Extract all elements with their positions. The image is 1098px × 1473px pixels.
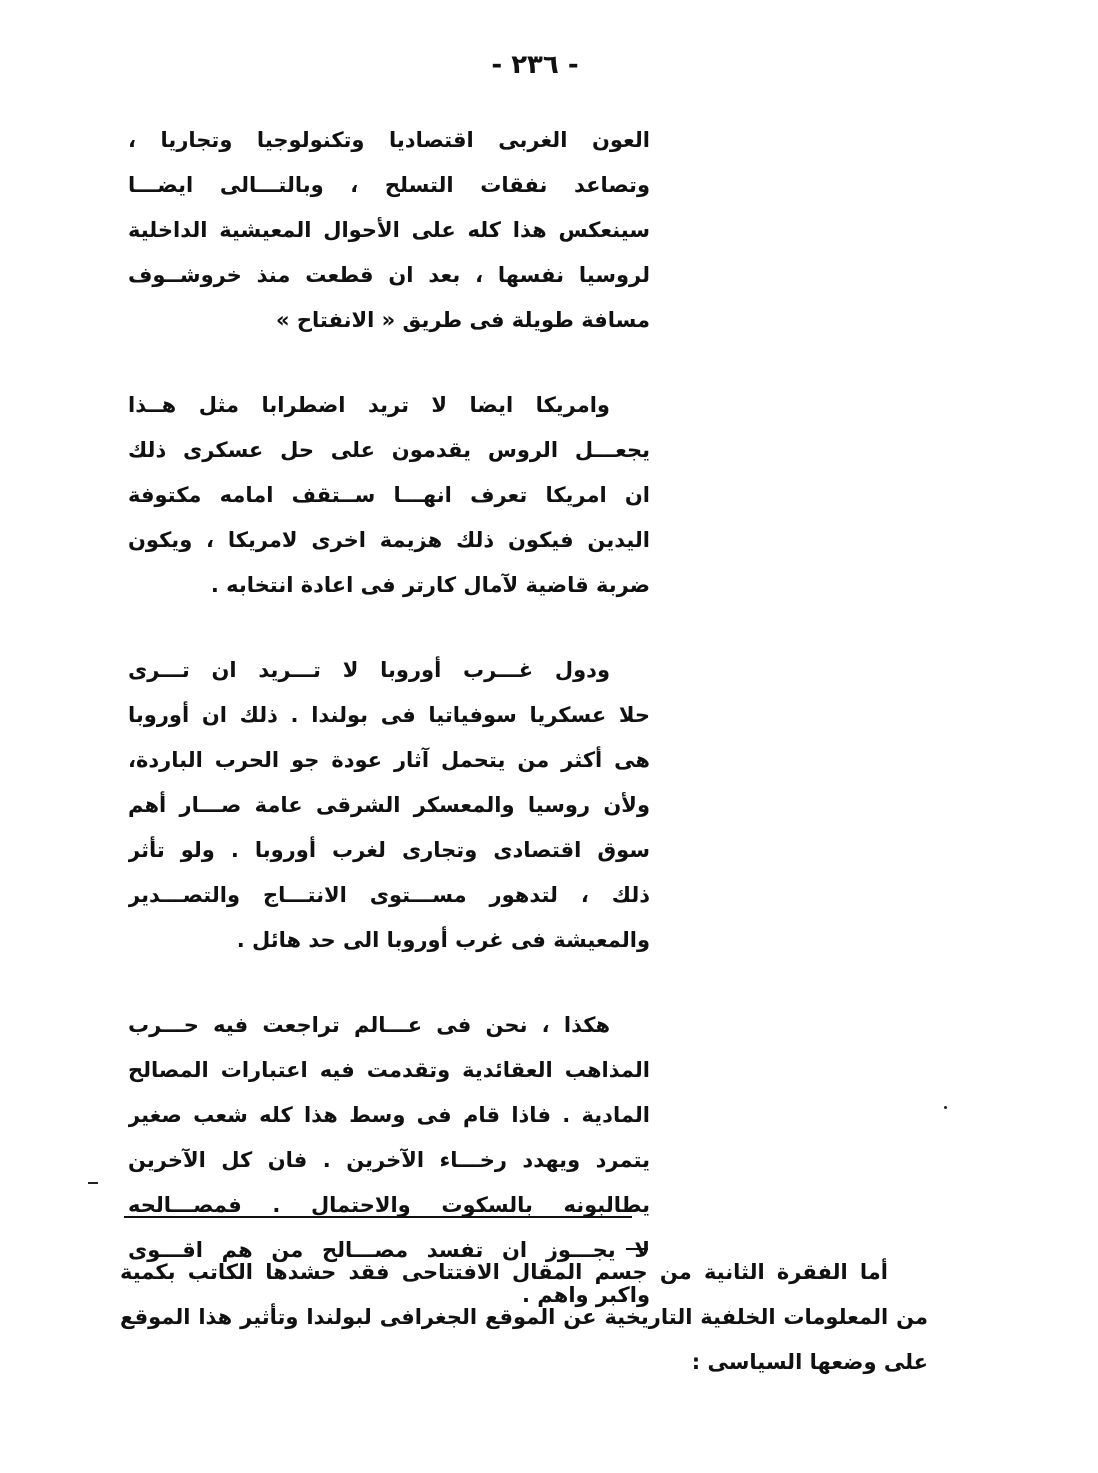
- text-line: يتمرد ويهدد رخـــاء الآخرين . فان كل الآخرين: [128, 1148, 650, 1172]
- text-line: سوق اقتصادى وتجارى لغرب أوروبا . ولو تأثر: [128, 838, 650, 862]
- paragraph: [128, 648, 650, 963]
- text-line: هكذا ، نحن فى عـــالم تراجعت فيه حـــرب: [128, 1013, 610, 1037]
- text-line: هى أكثر من يتحمل آثار عودة جو الحرب الباردة،: [128, 748, 650, 772]
- paragraph: [128, 118, 650, 343]
- text-line: اليدين فيكون ذلك هزيمة اخرى لامريكا ، ويكون: [128, 528, 650, 552]
- text-line: من المعلومات الخلفية التاريخية عن الموقع الجغرافى لبولندا وتأثير هذا الموقع: [120, 1305, 928, 1329]
- text-line: أما الفقرة الثانية من جسم المقال الافتتاحى فقد حشدها الكاتب بكمية: [120, 1260, 888, 1284]
- text-line: يطالبونه بالسكوت والاحتمال . فمصـــالحه: [128, 1193, 650, 1217]
- text-line: واكبر واهم .: [522, 1283, 650, 1307]
- scan-speck: [88, 1182, 98, 1184]
- text-line: مسافة طويلة فى طريق « الانفتاح »: [276, 308, 650, 332]
- paragraph: [128, 383, 650, 608]
- text-line: وتصاعد نفقات التسلح ، وبالتـــالى ايضـــا: [128, 173, 650, 197]
- page-number: - ٢٣٦ -: [491, 50, 579, 80]
- text-line: ودول غـــرب أوروبا لا تـــريد ان تـــرى: [128, 658, 610, 682]
- text-line: ذلك ، لتدهور مســـتوى الانتـــاج والتصـــدير: [128, 883, 650, 907]
- text-line: المادية . فاذا قام فى وسط هذا كله شعب صغير: [128, 1103, 650, 1127]
- text-line: ان امريكا تعرف انهـــا ســتقف امامه مكتوفة: [128, 483, 650, 507]
- quoted-passage: [128, 118, 650, 1358]
- text-line: وامريكا ايضا لا تريد اضطرابا مثل هــذا: [128, 393, 610, 417]
- text-line: على وضعها السياسى :: [691, 1350, 928, 1374]
- commentary-paragraph: [120, 1250, 928, 1385]
- text-line: سينعكس هذا كله على الأحوال المعيشية الداخلية: [128, 218, 650, 242]
- text-line: ضربة قاضية لآمال كارتر فى اعادة انتخابه .: [210, 573, 650, 597]
- text-line: لروسيا نفسها ، بعد ان قطعت منذ خروشــوف: [128, 263, 650, 287]
- text-line: يجعـــل الروس يقدمون على حل عسكرى ذلك: [128, 438, 650, 462]
- text-line: حلا عسكريا سوفياتيا فى بولندا . ذلك ان أوروبا: [128, 703, 650, 727]
- text-line: لا يجـــوز ان تفسد مصـــالح من هم اقـــوى: [128, 1238, 650, 1262]
- text-line: والمعيشة فى غرب أوروبا الى حد هائل .: [236, 928, 650, 952]
- text-line: العون الغربى اقتصاديا وتكنولوجيا وتجاريا ،: [128, 128, 650, 152]
- scan-speck: [944, 1106, 947, 1109]
- separator-rule: [124, 1216, 632, 1218]
- text-line: ولأن روسيا والمعسكر الشرقى عامة صـــار أهم: [128, 793, 650, 817]
- text-line: المذاهب العقائدية وتقدمت فيه اعتبارات المصالح: [128, 1058, 650, 1082]
